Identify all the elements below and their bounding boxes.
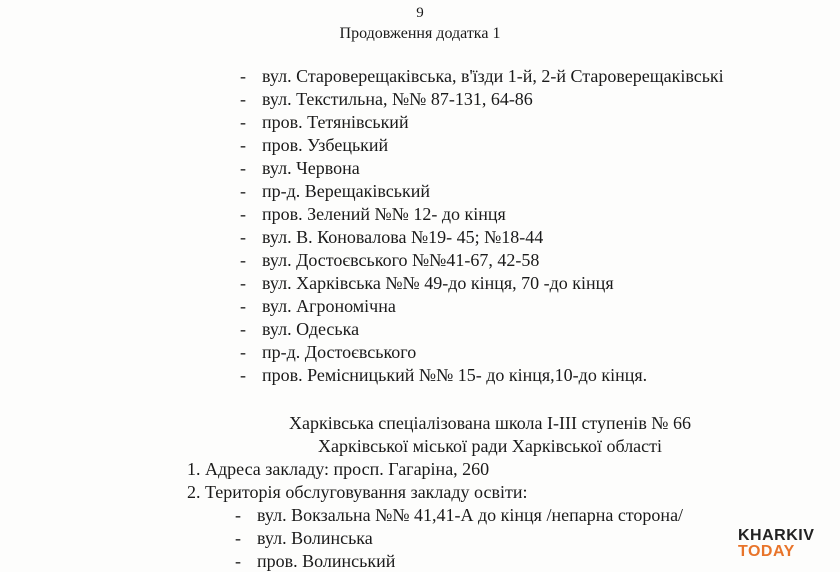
list-item-text: пр-д. Верещаківський bbox=[262, 181, 430, 201]
list-dash: - bbox=[240, 296, 246, 316]
list-dash: - bbox=[240, 273, 246, 293]
school-territory-item: 2. Територія обслуговування закладу освіти: bbox=[187, 482, 528, 502]
list-item-text: вул. Волинська bbox=[257, 528, 373, 548]
list-dash: - bbox=[240, 181, 246, 201]
list-item-text: вул. Вокзальна №№ 41,41-А до кінця /непарна сторона/ bbox=[257, 505, 684, 525]
list-item-text: пров. Ремісницький №№ 15- до кінця,10-до кінця. bbox=[262, 365, 648, 385]
list-dash: - bbox=[235, 528, 241, 548]
list-item-text: вул. Харківська №№ 49-до кінця, 70 -до кінця bbox=[262, 273, 614, 293]
list-item-text: вул. Одеська bbox=[262, 319, 360, 339]
list-dash: - bbox=[240, 365, 246, 385]
school-title-line-2: Харківської міської ради Харківської області bbox=[317, 436, 663, 456]
kharkiv-today-logo bbox=[738, 528, 814, 560]
list-dash: - bbox=[240, 135, 246, 155]
list-item-text: вул. Агрономічна bbox=[262, 296, 396, 316]
list-item-text: пров. Волинський bbox=[257, 551, 396, 571]
list-dash: - bbox=[235, 505, 241, 525]
list-item-text: пр-д. Достоєвського bbox=[262, 342, 417, 362]
list-dash: - bbox=[240, 319, 246, 339]
list-dash: - bbox=[240, 66, 246, 86]
list-item-text: пров. Тетянівський bbox=[262, 112, 409, 132]
list-item-text: вул. Текстильна, №№ 87-131, 64-86 bbox=[262, 89, 533, 109]
list-item-text: вул. Достоєвського №№41-67, 42-58 bbox=[262, 250, 540, 270]
list-dash: - bbox=[240, 112, 246, 132]
list-item-text: вул. Червона bbox=[262, 158, 360, 178]
list-dash: - bbox=[240, 342, 246, 362]
logo-line-1: KHARKIV bbox=[738, 527, 815, 544]
list-item-text: вул. В. Коновалова №19- 45; №18-44 bbox=[262, 227, 544, 247]
list-item-text: пров. Зелений №№ 12- до кінця bbox=[262, 204, 506, 224]
list-dash: - bbox=[240, 158, 246, 178]
list-item-text: пров. Узбецький bbox=[262, 135, 389, 155]
page-number: 9 bbox=[416, 5, 424, 21]
list-dash: - bbox=[240, 89, 246, 109]
logo-line-2: TODAY bbox=[738, 543, 795, 560]
list-dash: - bbox=[235, 551, 241, 571]
list-dash: - bbox=[240, 250, 246, 270]
list-dash: - bbox=[240, 227, 246, 247]
list-dash: - bbox=[240, 204, 246, 224]
appendix-title: Продовження додатка 1 bbox=[339, 25, 501, 42]
list-item-text: вул. Староверещаківська, в'їзди 1-й, 2-й Староверещаківські bbox=[262, 66, 724, 86]
school-address-item: 1. Адреса закладу: просп. Гагаріна, 260 bbox=[187, 459, 490, 479]
school-title-line-1: Харківська спеціалізована школа І-ІІІ ступенів № 66 bbox=[289, 413, 691, 433]
